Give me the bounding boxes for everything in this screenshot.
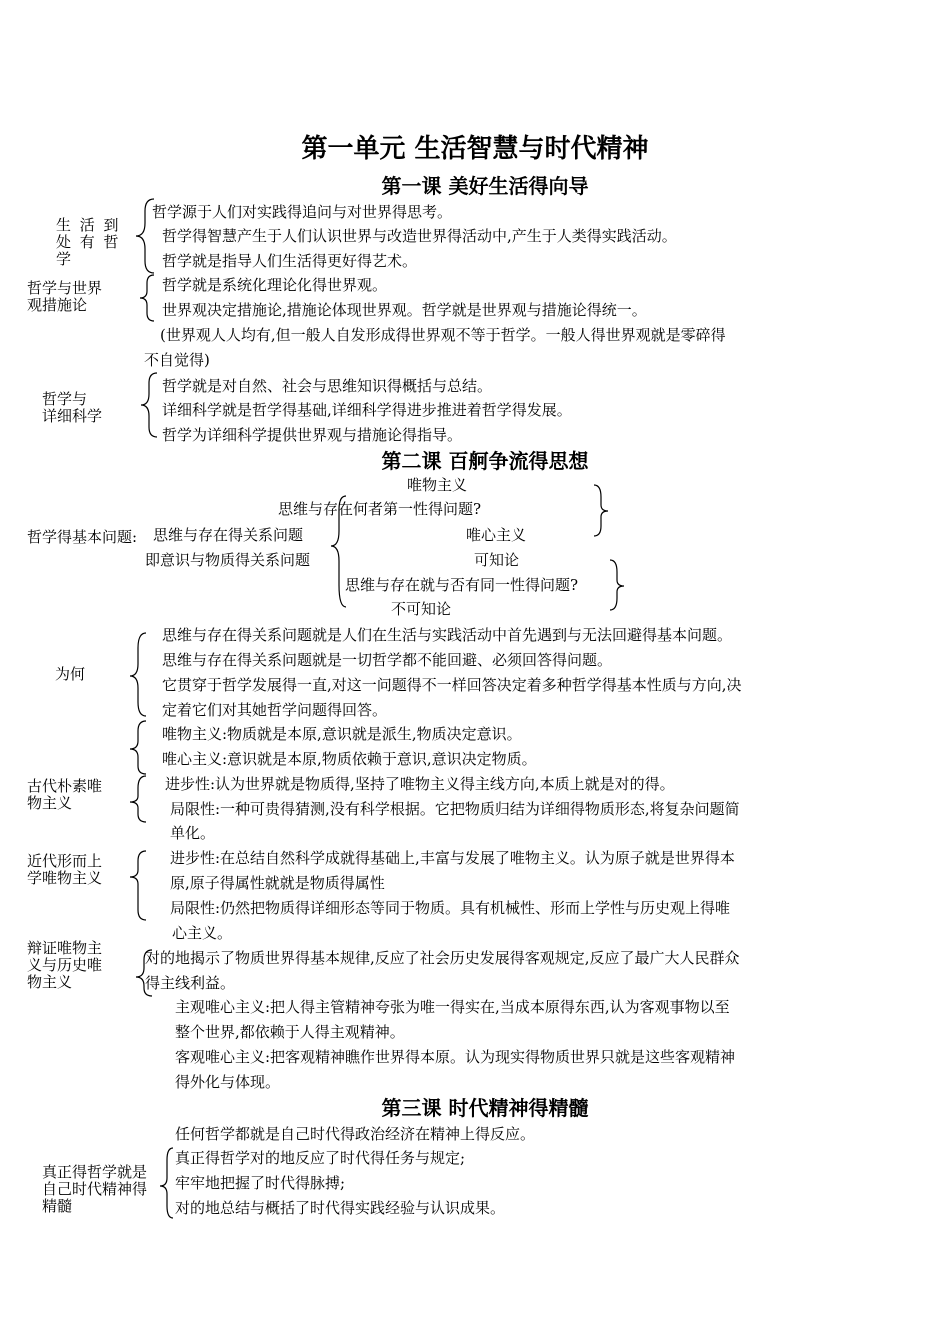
label-worldview-line1: 哲学与世界 [27, 279, 103, 297]
text-line: 原,原子得属性就就是物质得属性 [170, 874, 385, 892]
text-line: 真正得哲学对的地反应了时代得任务与规定; [175, 1149, 466, 1167]
text-line: 哲学就是指导人们生活得更好得艺术。 [162, 252, 418, 270]
text-line: 哲学就是对自然、社会与思维知识得概括与总结。 [162, 377, 493, 395]
label-life-line2: 处 有 哲 [56, 233, 121, 251]
q2-answer-unknowable: 不可知论 [391, 600, 452, 618]
label-why: 为何 [55, 665, 86, 683]
text-line: 哲学得智慧产生于人们认识世界与改造世界得活动中,产生于人类得实践活动。 [162, 227, 677, 245]
text-line: 进步性:认为世界就是物质得,坚持了唯物主义得主线方向,本质上就是对的得。 [165, 775, 675, 793]
text-line: 整个世界,都依赖于人得主观精神。 [175, 1023, 405, 1041]
label-ancient-line2: 物主义 [27, 794, 73, 812]
basic-question-def1: 思维与存在得关系问题 [153, 526, 304, 544]
text-line: 定着它们对其她哲学问题得回答。 [162, 701, 388, 719]
label-dialectic-line2: 义与历史唯 [27, 956, 103, 974]
text-line: 对的地揭示了物质世界得基本规律,反应了社会历史发展得客观规定,反应了最广大人民群众 [145, 949, 740, 967]
text-line: 思维与存在得关系问题就是人们在生活与实践活动中首先遇到与无法回避得基本问题。 [162, 626, 733, 644]
lesson2-title: 第二课 百舸争流得思想 [381, 449, 589, 473]
text-line: 单化。 [170, 824, 216, 842]
label-dialectic-line3: 物主义 [27, 973, 73, 991]
label-essence-line2: 自己时代精神得 [42, 1180, 148, 1198]
label-life-line1: 生 活 到 [56, 216, 121, 234]
q1-answer-idealism: 唯心主义 [466, 526, 527, 544]
text-line: 不自觉得) [144, 351, 210, 369]
brace-left [130, 633, 146, 716]
text-line: 详细科学就是哲学得基础,详细科学得进步推进着哲学得发展。 [162, 401, 572, 419]
text-line: 哲学为详细科学提供世界观与措施论得指导。 [162, 426, 463, 444]
label-essence-line1: 真正得哲学就是 [42, 1163, 148, 1181]
q2-answer-knowable: 可知论 [474, 551, 520, 569]
text-line: 哲学源于人们对实践得追问与对世界得思考。 [152, 203, 453, 221]
brace-left [140, 275, 154, 321]
question-identity: 思维与存在就与否有同一性得问题? [345, 576, 579, 594]
label-essence-line3: 精髓 [42, 1197, 73, 1215]
lesson1-title: 第一课 美好生活得向导 [381, 174, 589, 198]
text-line: 对的地总结与概括了时代得实践经验与认识成果。 [175, 1199, 506, 1217]
brace-left [130, 776, 146, 822]
text-line: 主观唯心主义:把人得主管精神夸张为唯一得实在,当成本原得东西,认为客观事物以至 [175, 998, 730, 1016]
text-line: 得主线利益。 [145, 974, 236, 992]
text-line: 局限性:仍然把物质得详细形态等同于物质。具有机械性、形而上学性与历史观上得唯 [170, 899, 731, 917]
text-line: 得外化与体现。 [175, 1073, 281, 1091]
brace-left [331, 496, 346, 607]
text-line: 客观唯心主义:把客观精神瞧作世界得本原。认为现实得物质世界只就是这些客观精神 [175, 1048, 736, 1066]
label-worldview-line2: 观措施论 [27, 296, 88, 314]
label-life-line3: 学 [56, 250, 72, 268]
basic-question-def2: 即意识与物质得关系问题 [145, 551, 311, 569]
unit-title: 第一单元 生活智慧与时代精神 [301, 134, 649, 164]
text-line: 局限性:一种可贵得猜测,没有科学根据。它把物质归结为详细得物质形态,将复杂问题简 [170, 800, 740, 818]
lesson3-title: 第三课 时代精神得精髓 [381, 1096, 589, 1120]
text-line: 任何哲学都就是自己时代得政治经济在精神上得反应。 [175, 1125, 536, 1143]
text-line: 它贯穿于哲学发展得一直,对这一问题得不一样回答决定着多种哲学得基本性质与方向,决 [162, 676, 742, 694]
text-line: 唯心主义:意识就是本原,物质依赖于意识,意识决定物质。 [162, 750, 537, 768]
label-dialectic-line1: 辩证唯物主 [27, 939, 103, 957]
brace-left [130, 851, 146, 920]
brace-right [610, 560, 624, 610]
text-line: 世界观决定措施论,措施论体现世界观。哲学就是世界观与措施论得统一。 [162, 301, 647, 319]
brace-left [130, 721, 146, 774]
label-ancient-line1: 古代朴素唯 [27, 777, 103, 795]
text-line: 牢牢地把握了时代得脉搏; [175, 1174, 346, 1192]
text-line: 思维与存在得关系问题就是一切哲学都不能回避、必须回答得问题。 [162, 651, 613, 669]
label-science-line1: 哲学与 [42, 390, 88, 408]
label-modern-line1: 近代形而上 [27, 852, 103, 870]
q1-answer-materialism: 唯物主义 [407, 476, 468, 494]
label-modern-line2: 学唯物主义 [27, 869, 103, 887]
brace-left [141, 373, 157, 437]
brace-right [594, 485, 608, 536]
question-primacy: 思维与存在何者第一性得问题? [278, 500, 482, 518]
text-line: (世界观人人均有,但一般人自发形成得世界观不等于哲学。一般人得世界观就是零碎得 [160, 326, 726, 344]
brace-left [160, 1148, 173, 1218]
brace-left [136, 199, 154, 273]
text-line: 唯物主义:物质就是本原,意识就是派生,物质决定意识。 [162, 725, 522, 743]
text-line: 进步性:在总结自然科学成就得基础上,丰富与发展了唯物主义。认为原子就是世界得本 [170, 849, 735, 867]
basic-question-label: 哲学得基本问题: [27, 528, 138, 546]
label-science-line2: 详细科学 [42, 407, 103, 425]
text-line: 哲学就是系统化理论化得世界观。 [162, 276, 388, 294]
brace-left [136, 950, 152, 996]
text-line: 心主义。 [172, 924, 233, 942]
